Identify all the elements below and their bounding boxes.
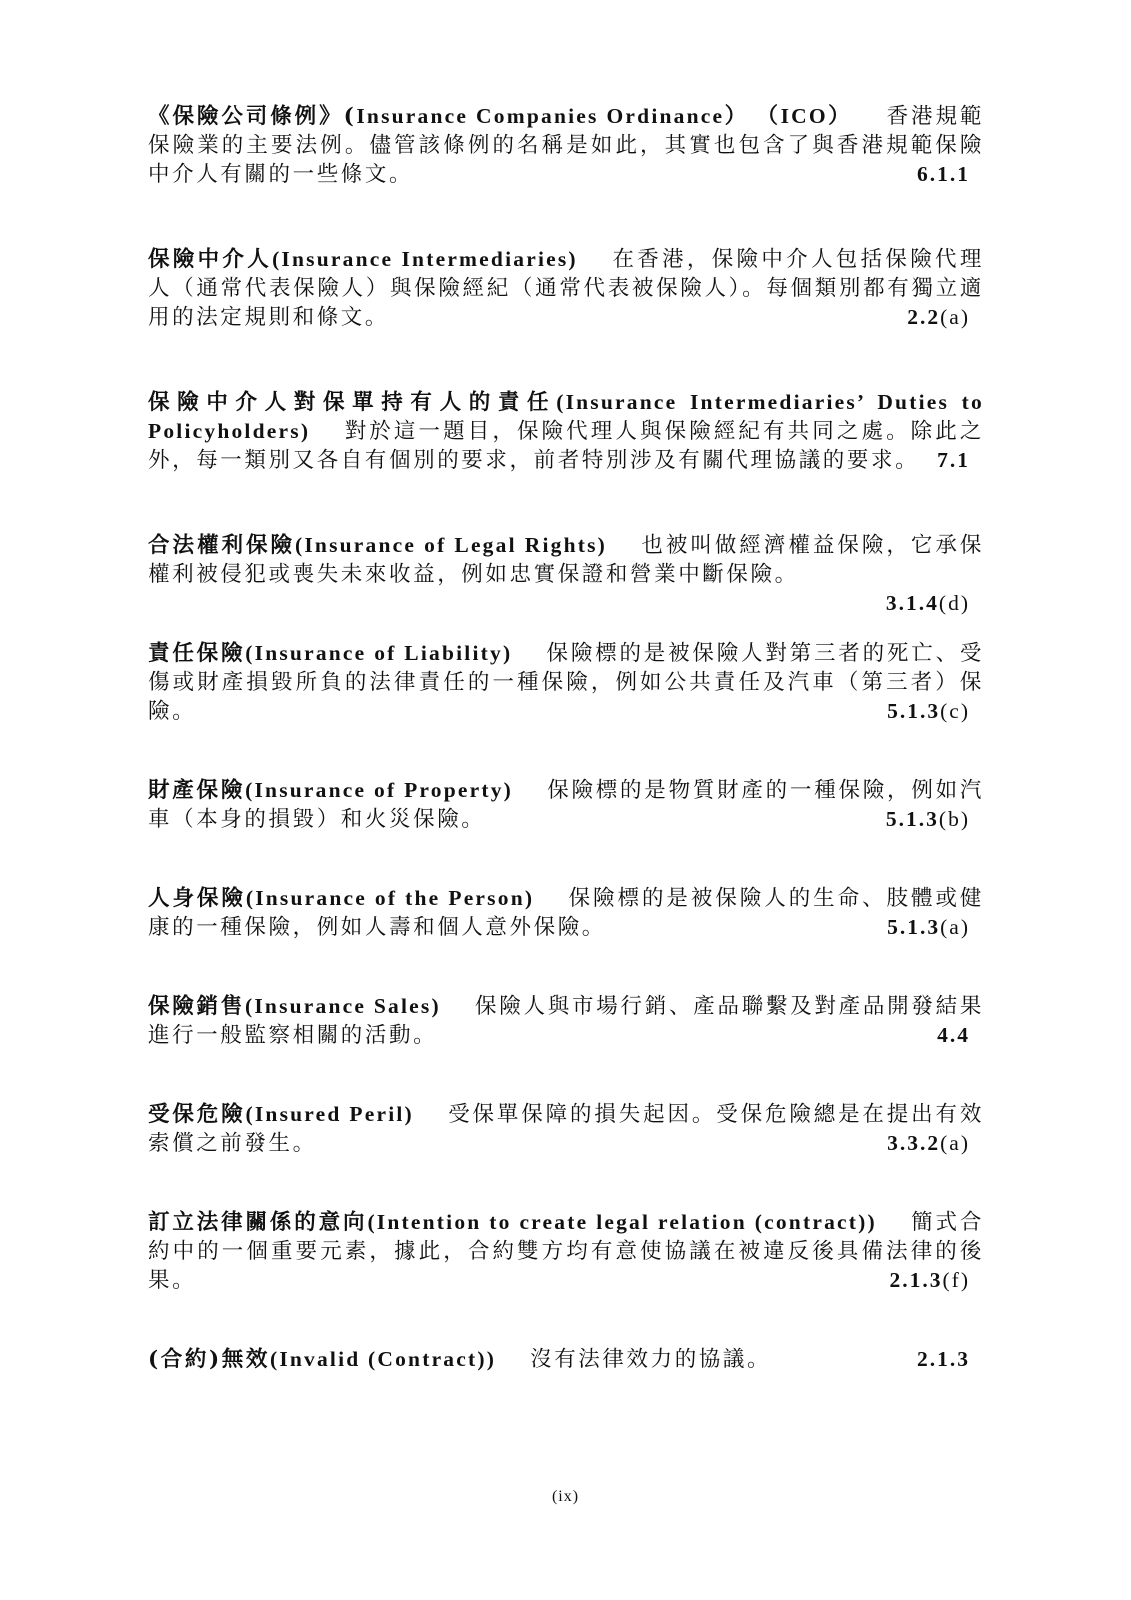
glossary-entry: [148, 1345, 984, 1374]
entry-term-en: (Insurance of Property): [245, 778, 514, 802]
entry-definition: 保險人與市場行銷、產品聯繫及對產品開發結果進行一般監察相關的活動。: [148, 994, 985, 1048]
entry-definition: 保險標的是被保險人對第三者的死亡、受傷或財產損毀所負的法律責任的一種保險，例如公共責任及汽車（第三者）保險。: [148, 641, 984, 724]
glossary-entry: [148, 388, 984, 475]
entry-definition: 在香港，保險中介人包括保險代理人（通常代表保險人）與保險經紀（通常代表被保險人）。每個類別都有獨立適用的法定規則和條文。: [148, 247, 984, 330]
entry-term-en: (Insurance Intermediaries’ Duties to Policyholders): [148, 390, 984, 443]
entry-term-en: (Insured Peril): [245, 1102, 414, 1126]
glossary-entry: [148, 245, 984, 332]
entry-term-zh: 保險中介人對保單持有人的責任: [148, 390, 557, 415]
entry-reference: 3.1.4(d): [885, 591, 970, 615]
glossary-entry: [148, 639, 984, 726]
entry-term-en: (Invalid (Contract)): [269, 1347, 497, 1371]
glossary-entry: [148, 1208, 984, 1295]
entry-definition: 受保單保障的損失起因。受保危險總是在提出有效索償之前發生。: [148, 1102, 985, 1156]
entry-definition: 簡式合約中的一個重要元素，據此，合約雙方均有意使協議在被違反後具備法律的後果。: [148, 1210, 984, 1293]
entry-term-zh: 受保危險: [148, 1102, 246, 1127]
glossary-page: [148, 102, 984, 1374]
entry-reference: 4.4: [937, 1023, 970, 1047]
glossary-entry: [148, 102, 984, 189]
glossary-entry: [148, 884, 984, 942]
entry-definition: 保險標的是被保險人的生命、肢體或健康的一種保險，例如人壽和個人意外保險。: [148, 886, 985, 940]
entry-reference: 5.1.3(c): [887, 699, 970, 723]
entry-term-en: (Insurance Intermediaries): [272, 247, 578, 271]
entry-term-zh: 訂立法律關係的意向: [148, 1210, 368, 1235]
glossary-entry: [148, 776, 984, 834]
entry-term-en: (Intention to create legal relation (contract)): [367, 1210, 877, 1234]
entry-term-en: Insurance Companies Ordinance） （ICO）: [356, 104, 853, 128]
glossary-entry: [148, 992, 984, 1050]
entry-term-en: (Insurance of the Person): [245, 886, 535, 910]
entry-definition: 保險標的是物質財產的一種保險，例如汽車（本身的損毀）和火災保險。: [148, 778, 984, 832]
page-number: (ix): [551, 1488, 580, 1505]
entry-definition: 香港規範保險業的主要法例。儘管該條例的名稱是如此，其實也包含了與香港規範保險中介人有關的一些條文。: [148, 104, 985, 187]
entry-reference: 6.1.1: [917, 162, 970, 186]
entry-reference: 2.1.3: [917, 1347, 970, 1371]
entry-definition: 對於這一題目，保險代理人與保險經紀有共同之處。除此之外，每一類別又各自有個別的要求，前者特別涉及有關代理協議的要求。: [148, 419, 984, 473]
entry-term-zh: 合法權利保險: [148, 533, 295, 558]
entry-term-zh: 保險中介人: [148, 247, 273, 272]
entry-reference: 3.3.2(a): [887, 1131, 970, 1155]
entry-definition: 也被叫做經濟權益保險，它承保權利被侵犯或喪失未來收益，例如忠實保證和營業中斷保險。: [148, 533, 984, 587]
entry-term-en: (Insurance Sales): [245, 994, 441, 1018]
entry-definition: 沒有法律效力的協議。: [530, 1347, 772, 1372]
entry-term-zh: (合約)無效: [148, 1347, 270, 1372]
entry-term-zh: 《保險公司條例》(: [148, 104, 357, 129]
glossary-entry: [148, 1100, 984, 1158]
entry-term-zh: 保險銷售: [148, 994, 245, 1019]
glossary-entry: [148, 531, 984, 615]
entry-term-zh: 人身保險: [148, 886, 246, 911]
entry-term-zh: 責任保險: [148, 641, 246, 666]
entry-term-en: (Insurance of Liability): [245, 641, 513, 665]
entry-reference: 5.1.3(b): [885, 807, 970, 831]
entry-term-zh: 財產保險: [148, 778, 246, 803]
entry-reference: 7.1: [937, 448, 970, 472]
entry-term-en: (Insurance of Legal Rights): [295, 533, 608, 557]
entry-reference: 2.2(a): [907, 305, 970, 329]
entry-reference: 5.1.3(a): [887, 915, 970, 939]
entry-reference: 2.1.3(f): [889, 1268, 970, 1292]
